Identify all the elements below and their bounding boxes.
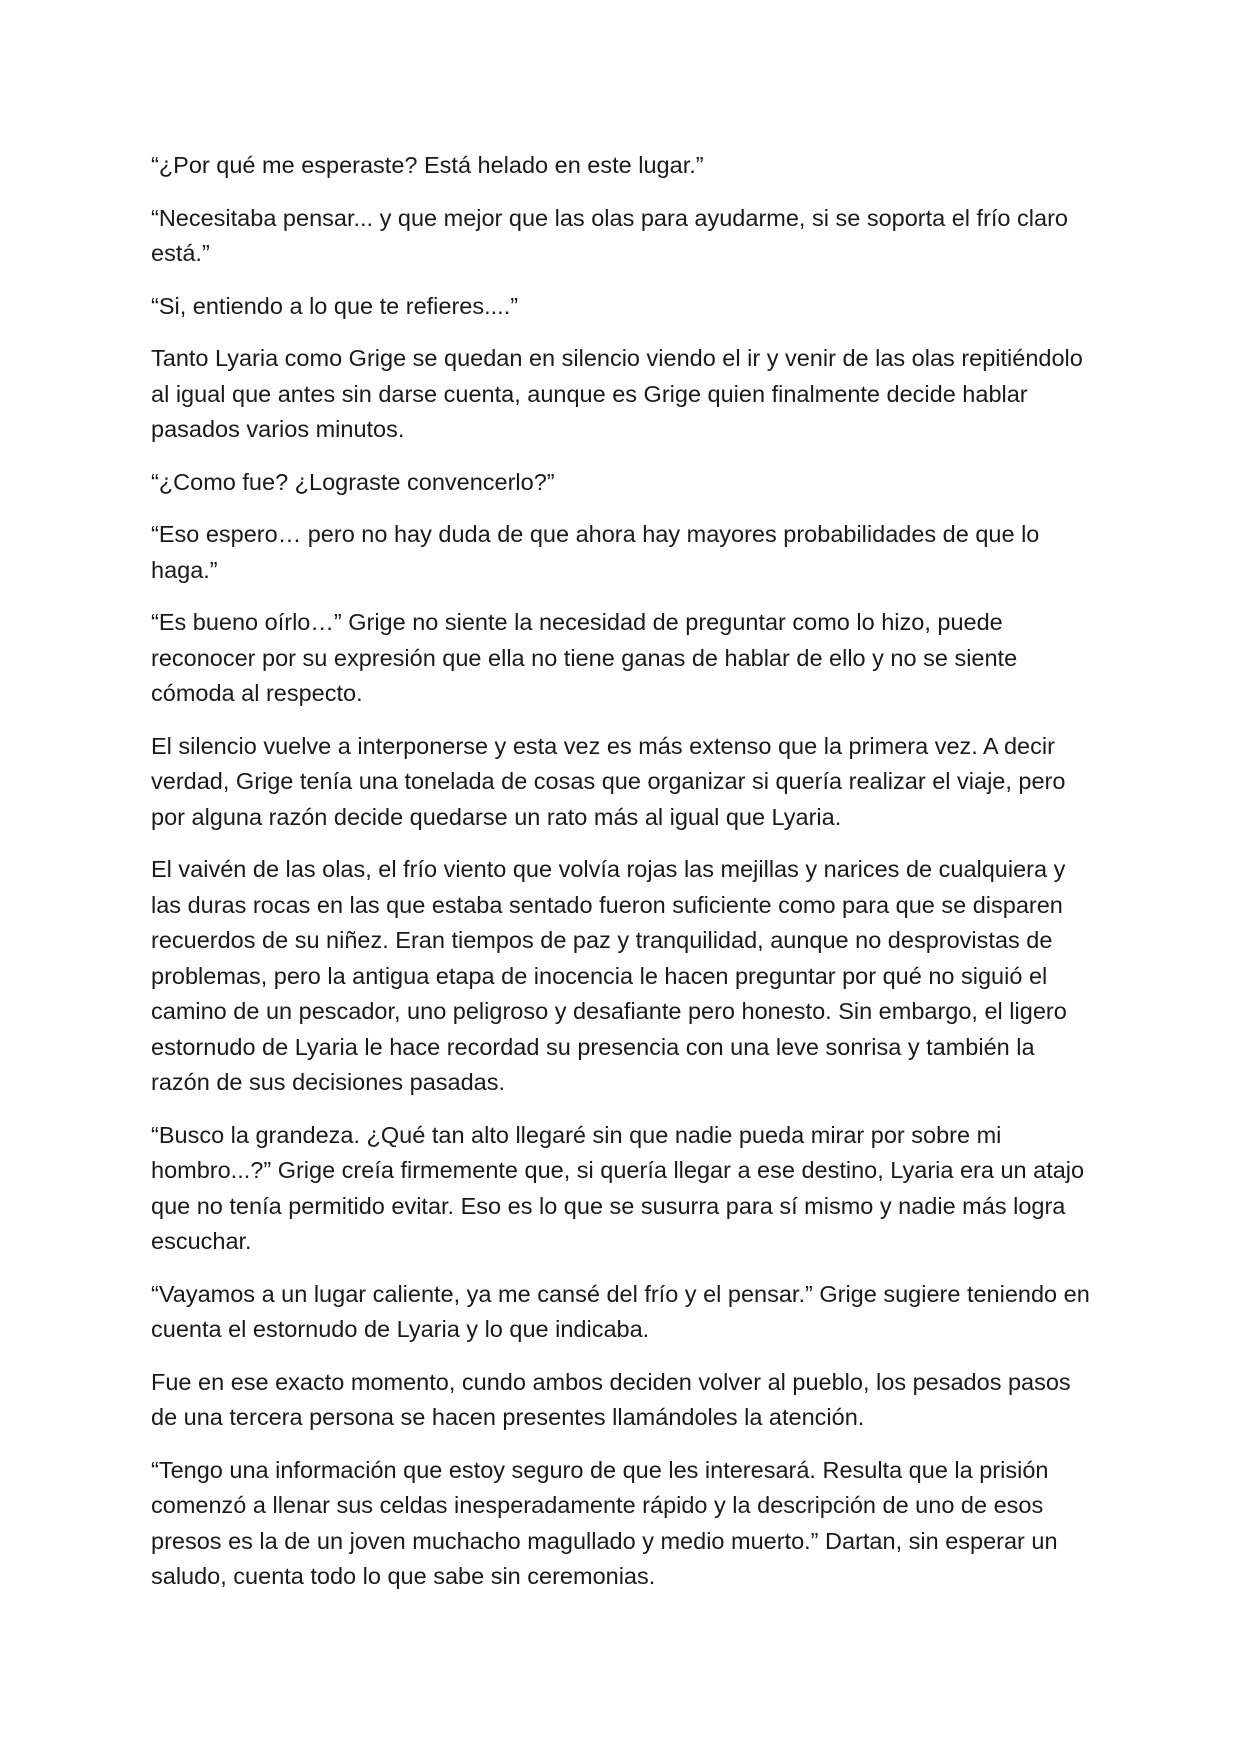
paragraph-4: Tanto Lyaria como Grige se quedan en silencio viendo el ir y venir de las olas repitiéndolo al igual que antes sin darse cuenta, aunque es Grige quien finalmente decide hablar pasados varios minutos. xyxy=(151,345,1083,442)
paragraph-12: Fue en ese exacto momento, cundo ambos deciden volver al pueblo, los pesados pasos de una tercera persona se hacen presentes llamándoles la atención. xyxy=(151,1368,1071,1430)
paragraph-11: “Vayamos a un lugar caliente, ya me cansé del frío y el pensar.” Grige sugiere teniendo en cuenta el estornudo de Lyaria y lo que indicaba. xyxy=(151,1280,1090,1342)
paragraph-7: “Es bueno oírlo…” Grige no siente la necesidad de preguntar como lo hizo, puede reconocer por su expresión que ella no tiene ganas de hablar de ello y no se siente cómoda al respecto. xyxy=(151,609,1018,706)
paragraph-1: “¿Por qué me esperaste? Está helado en este lugar.” xyxy=(151,152,704,178)
document-body xyxy=(151,148,1096,1612)
paragraph-6: “Eso espero… pero no hay duda de que ahora hay mayores probabilidades de que lo haga.” xyxy=(151,521,1040,583)
paragraph-10: “Busco la grandeza. ¿Qué tan alto llegaré sin que nadie pueda mirar por sobre mi hombro...?” Grige creía firmemente que, si quería llegar a ese destino, Lyaria era un atajo que no tenía permitido evitar. Eso es lo que se susurra para sí mismo y nadie más logra escuchar. xyxy=(151,1121,1085,1254)
paragraph-2: “Necesitaba pensar... y que mejor que las olas para ayudarme, si se soporta el frío claro está.” xyxy=(151,204,1068,266)
paragraph-13: “Tengo una información que estoy seguro de que les interesará. Resulta que la prisión comenzó a llenar sus celdas inesperadamente rápido y la descripción de uno de esos presos es la de un joven muchacho magullado y medio muerto.” Dartan, sin esperar un saludo, cuenta todo lo que sabe sin ceremonias. xyxy=(151,1456,1058,1589)
paragraph-8: El silencio vuelve a interponerse y esta vez es más extenso que la primera vez. A decir verdad, Grige tenía una tonelada de cosas que organizar si quería realizar el viaje, pero por alguna razón decide quedarse un rato más al igual que Lyaria. xyxy=(151,732,1066,830)
paragraph-3: “Si, entiendo a lo que te refieres....” xyxy=(151,292,519,319)
paragraph-5: “¿Como fue? ¿Lograste convencerlo?” xyxy=(151,468,555,495)
paragraph-9: El vaivén de las olas, el frío viento que volvía rojas las mejillas y narices de cualquiera y las duras rocas en las que estaba sentado fueron suficiente como para que se disparen recuerdos de su niñez. Eran tiempos de paz y tranquilidad, aunque no desprovistas de problemas, pero la antigua etapa de inocencia le hacen preguntar por qué no siguió el camino de un pescador, uno peligroso y desafiante pero honesto. Sin embargo, el ligero estornudo de Lyaria le hace recordad su presencia con una leve sonrisa y también la razón de sus decisiones pasadas. xyxy=(151,856,1067,1095)
